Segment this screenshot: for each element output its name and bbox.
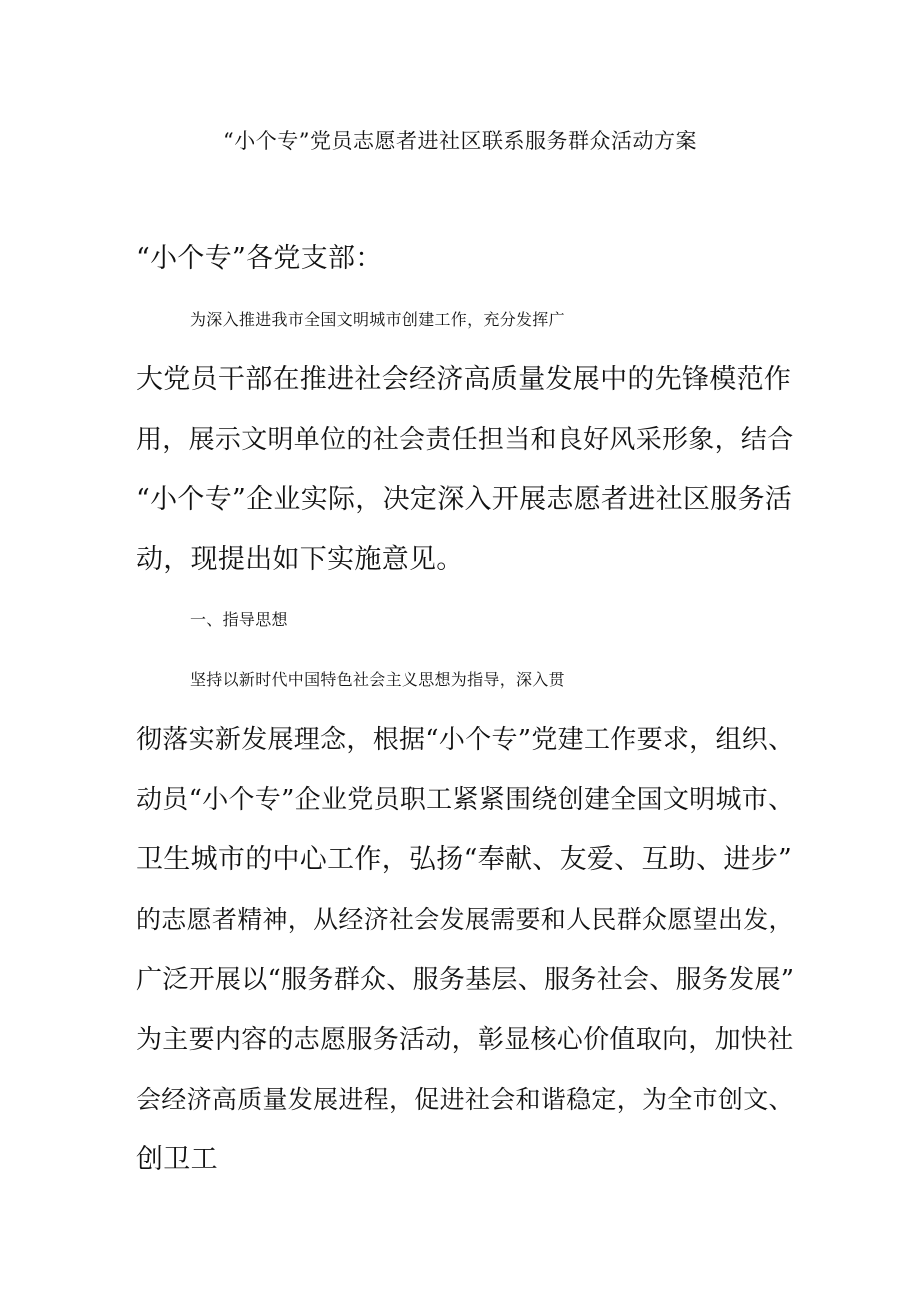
section-1-line-3: 动员“小个专”企业党员职工紧紧围绕创建全国文明城市、 [136, 785, 795, 815]
section-1-line-9: 创卫工 [136, 1144, 218, 1175]
section-1-heading: 一、指导思想 [190, 610, 288, 629]
section-1-line-8: 会经济高质量发展进程，促进社会和谐稳定，为全市创文、 [136, 1085, 794, 1114]
intro-line-2: 大党员干部在推进社会经济高质量发展中的先锋模范作 [136, 364, 792, 395]
intro-line-5: 动，现提出如下实施意见。 [136, 544, 464, 575]
intro-line-3: 用，展示文明单位的社会责任担当和良好风采形象，结合 [136, 425, 794, 455]
section-1-line-7: 为主要内容的志愿服务活动，彰显核心价值取向，加快社 [136, 1025, 794, 1055]
intro-line-1: 为深入推进我市全国文明城市创建工作，充分发挥广 [190, 310, 565, 329]
intro-line-4: “小个专”企业实际，决定深入开展志愿者进社区服务活 [136, 484, 793, 515]
section-1-line-4: 卫生城市的中心工作，弘扬“奉献、友爱、互助、进步” [136, 844, 793, 875]
section-1-line-6: 广泛开展以“服务群众、服务基层、服务社会、服务发展” [136, 965, 795, 995]
section-1-line-2: 彻落实新发展理念，根据“小个专”党建工作要求，组织、 [136, 725, 795, 755]
section-1-line-5: 的志愿者精神，从经济社会发展需要和人民群众愿望出发， [136, 905, 794, 934]
document-title: “小个专”党员志愿者进社区联系服务群众活动方案 [223, 129, 697, 153]
salutation: “小个专”各党支部： [136, 243, 383, 274]
section-1-line-1: 坚持以新时代中国特色社会主义思想为指导，深入贯 [190, 670, 565, 689]
